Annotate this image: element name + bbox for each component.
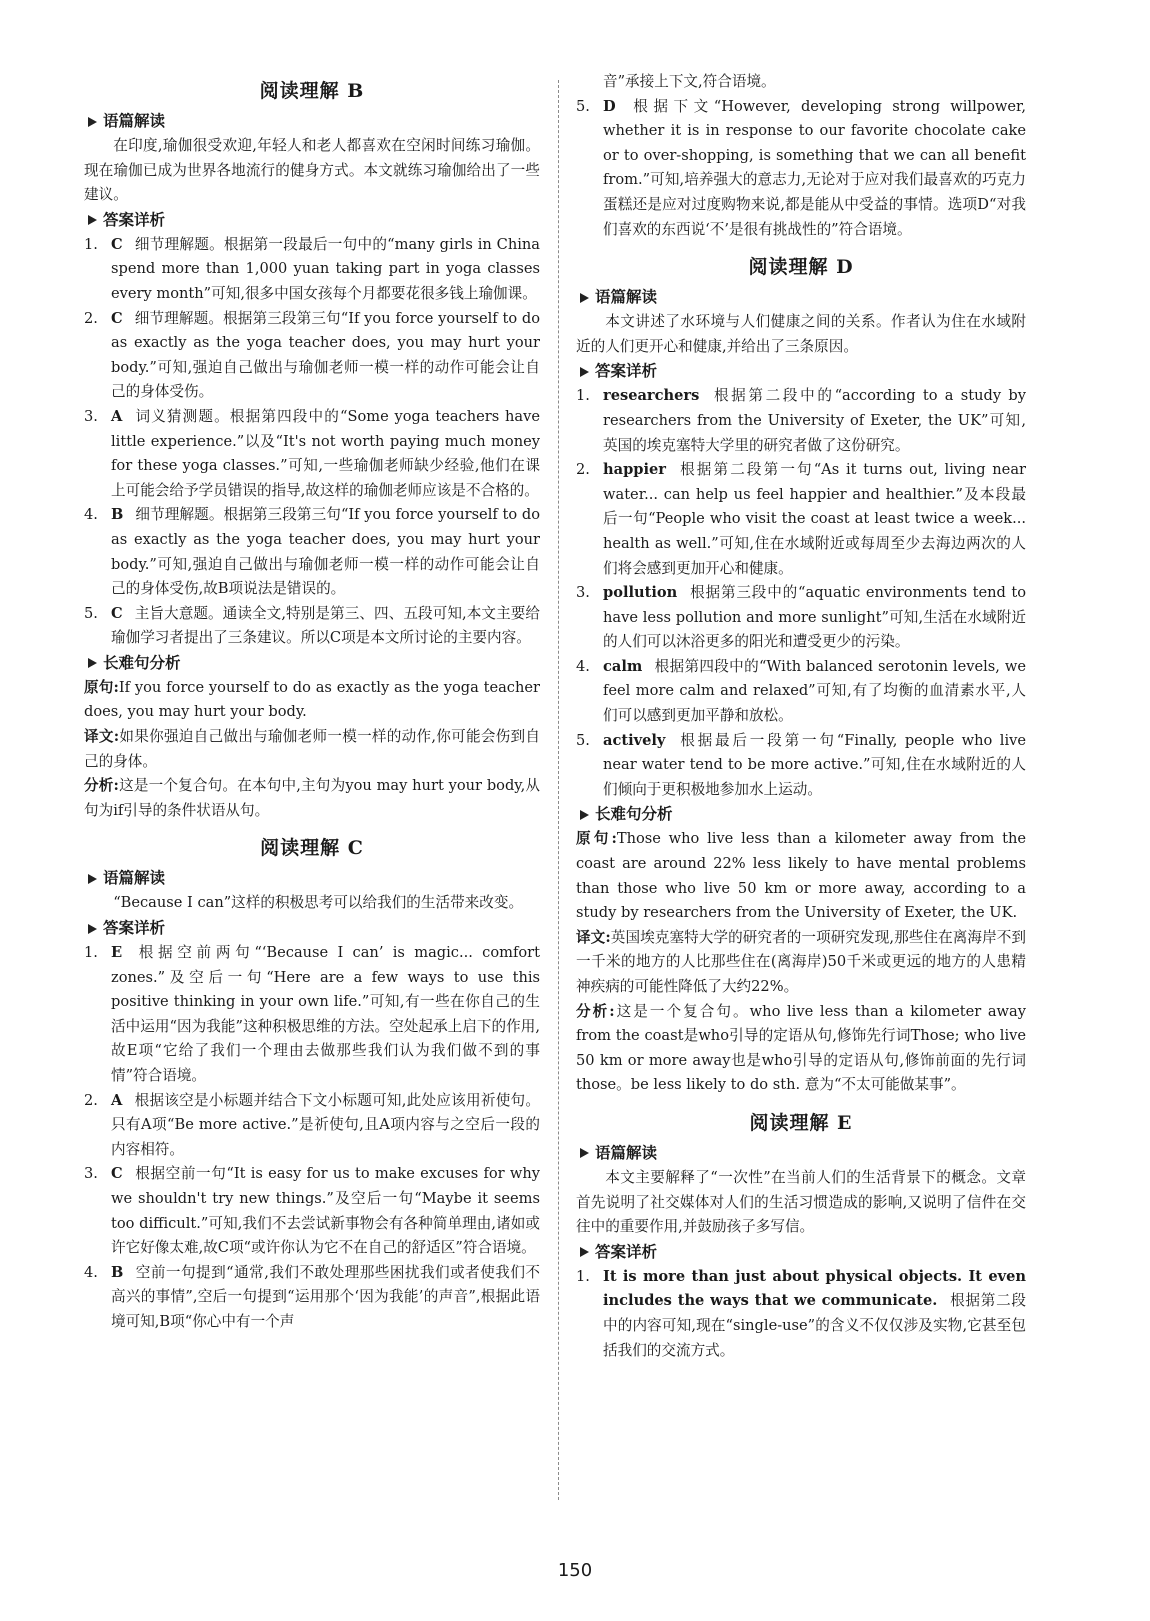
subheading-answers-e: 答案详析: [576, 1240, 1026, 1265]
subheading-answers-d: 答案详析: [576, 359, 1026, 384]
original-sentence: 原句:Those who live less than a kilometer away from the coast are around 22% less likely to have mental problems than those who live 50 km or more away, according to a study by researchers from the University of Exeter, the UK.: [576, 830, 1026, 922]
answer-item: 3. A 词义猜测题。根据第四段中的“Some yoga teachers have little experience.”以及“It's not worth paying much money for these yoga classes.”可知,一些瑜伽老师缺少经验,他们在课上可能会给予学员错误的指导,故这样的瑜伽老师应该是不合格的。: [84, 407, 540, 499]
triangle-bullet-icon: [88, 924, 97, 934]
left-column: [84, 70, 540, 1335]
analysis: 分析:这是一个复合句。在本句中,主句为you may hurt your body,从句为if引导的条件状语从句。: [84, 777, 541, 819]
section-title-b: 阅读理解 B: [259, 80, 365, 102]
page-number: 150: [557, 1560, 593, 1581]
answer-continuation: 音”承接上下文,符合语境。: [603, 73, 776, 90]
original-sentence: 原句:If you force yourself to do as exactly as the yoga teacher does, you may hurt your body.: [84, 678, 540, 721]
section-title-e: 阅读理解 E: [749, 1111, 853, 1134]
answer-item: 5. D 根据下文“However, developing strong willpower, whether it is in response to our favorite chocolate cake or to over-shopping, is something that we can all benefit from.”可知,培养强大的意志力,无论对于应对我们最喜欢的巧克力蛋糕还是应对过度购物来说,都是能从中受益的事情。选项D“对我们喜欢的东西说‘不’是很有挑战性的”符合语境。: [576, 97, 1026, 238]
subheading-intro-d: 语篇解读: [576, 285, 1026, 310]
answer-item: 5. actively 根据最后一段第一句“Finally, people who live near water tend to be more active.”可知,住在水域附近的人们倾向于更积极地参加水上运动。: [576, 731, 1026, 798]
answer-item: 1. It is more than just about physical objects. It even includes the ways that we communicate. 根据第二段中的内容可知,现在“single-use”的含义不仅仅涉及实物,它甚至包括我们的交流方式。: [576, 1267, 1026, 1359]
answer-item: 2. happier 根据第二段第一句“As it turns out, living near water... can help us feel happier and healthier.”及本段最后一句“People who visit the coast at least twice a week... health as well.”可知,住在水域附近或每周至少去海边两次的人们将会感到更加开心和健康。: [576, 461, 1026, 577]
triangle-bullet-icon: [88, 658, 97, 668]
answer-item: 4. B 空前一句提到“通常,我们不敢处理那些困扰我们或者使我们不高兴的事情”,空后一句提到“运用那个‘因为我能’的声音”,根据此语境可知,B项“你心中有一个声: [84, 1263, 540, 1330]
triangle-bullet-icon: [580, 367, 589, 377]
subheading-sentence-b: 长难句分析: [84, 651, 540, 676]
triangle-bullet-icon: [88, 874, 97, 884]
triangle-bullet-icon: [88, 117, 97, 127]
answer-item: 3. pollution 根据第三段中的“aquatic environments tend to have less pollution and more sunlight”可知,生活在水域附近的人们可以沐浴更多的阳光和遭受更少的污染。: [576, 584, 1026, 651]
answer-item: 5. C 主旨大意题。通读全文,特别是第三、四、五段可知,本文主要给瑜伽学习者提出了三条建议。所以C项是本文所讨论的主要内容。: [84, 604, 540, 647]
answer-item: 1. researchers 根据第二段中的“according to a study by researchers from the University of Exeter, the UK”可知,英国的埃克塞特大学里的研究者做了这份研究。: [576, 387, 1026, 454]
intro-e: 本文主要解释了“一次性”在当前人们的生活背景下的概念。文章首先说明了社交媒体对人们的生活习惯造成的影响,又说明了信件在交往中的重要作用,并鼓励孩子多写信。: [576, 1168, 1026, 1236]
triangle-bullet-icon: [580, 1148, 589, 1158]
translation: 译文:如果你强迫自己做出与瑜伽老师一模一样的动作,你可能会伤到自己的身体。: [84, 728, 540, 770]
section-title-c: 阅读理解 C: [260, 837, 364, 860]
answer-item: 2. C 细节理解题。根据第三段第三句“If you force yourself to do as exactly as the yoga teacher does, you may hurt your body.”可知,强迫自己做出与瑜伽老师一模一样的动作可能会让自己的身体受伤。: [84, 309, 540, 401]
analysis: 分析:这是一个复合句。who live less than a kilometer away from the coast是who引导的定语从句,修饰先行词Those; who live 50 km or more away也是who引导的定语从句,修饰前面的先行词those。be less likely to do sth. 意为“不太可能做某事”。: [576, 1002, 1026, 1094]
column-divider: [558, 80, 559, 1500]
right-column: [576, 70, 1026, 1363]
intro-c: “Because I can”这样的积极思考可以给我们的生活带来改变。: [113, 894, 524, 912]
intro-b: 在印度,瑜伽很受欢迎,年轻人和老人都喜欢在空闲时间练习瑜伽。现在瑜伽已成为世界各地流行的健身方式。本文就练习瑜伽给出了一些建议。: [84, 137, 540, 204]
answer-item: 4. calm 根据第四段中的“With balanced serotonin levels, we feel more calm and relaxed”可知,有了均衡的血清素水平,人们可以感到更加平静和放松。: [576, 657, 1026, 725]
subheading-intro-b: 语篇解读: [84, 109, 540, 134]
subheading-answers-c: 答案详析: [84, 916, 540, 941]
subheading-sentence-d: 长难句分析: [576, 802, 1026, 827]
section-title-d: 阅读理解 D: [748, 256, 854, 279]
triangle-bullet-icon: [580, 293, 589, 303]
triangle-bullet-icon: [580, 1247, 589, 1257]
answer-item: 1. E 根据空前两句“‘Because I can’ is magic... comfort zones.”及空后一句“Here are a few ways to use this positive thinking in your own life.”可知,有一些在你自己的生活中运用“因为我能”这种积极思维的方法。空处起承上启下的作用,故E项“它给了我们一个理由去做那些我们认为我们做不到的事情”符合语境。: [84, 944, 540, 1084]
triangle-bullet-icon: [88, 215, 97, 225]
subheading-intro-e: 语篇解读: [576, 1141, 1026, 1166]
answer-item: 4. B 细节理解题。根据第三段第三句“If you force yourself to do as exactly as the yoga teacher does, you may hurt your body.”可知,强迫自己做出与瑜伽老师一模一样的动作可能会让自己的身体受伤,故B项说法是错误的。: [84, 506, 540, 598]
triangle-bullet-icon: [580, 810, 589, 820]
answer-item: 1. C 细节理解题。根据第一段最后一句中的“many girls in China spend more than 1,000 yuan taking part in yoga classes every month”可知,很多中国女孩每个月都要花很多钱上瑜伽课。: [84, 235, 540, 302]
answer-item: 2. A 根据该空是小标题并结合下文小标题可知,此处应该用祈使句。只有A项“Be more active.”是祈使句,且A项内容与之空后一段的内容相符。: [84, 1091, 540, 1158]
intro-d: 本文讲述了水环境与人们健康之间的关系。作者认为住在水域附近的人们更开心和健康,并给出了三条原因。: [576, 313, 1026, 355]
translation: 译文:英国埃克塞特大学的研究者的一项研究发现,那些住在离海岸不到一千米的地方的人比那些住在(离海岸)50千米或更远的地方的人患精神疾病的可能性降低了大约22%。: [576, 928, 1026, 995]
subheading-answers-b: 答案详析: [84, 208, 540, 233]
subheading-intro-c: 语篇解读: [84, 866, 540, 891]
answer-item: 3. C 根据空前一句“It is easy for us to make excuses for why we shouldn't try new things.”及空后一句“Maybe it seems too difficult.”可知,我们不去尝试新事物会有各种简单理由,诸如或许它好像太难,故C项“或许你认为它不在自己的舒适区”符合语境。: [84, 1165, 540, 1257]
